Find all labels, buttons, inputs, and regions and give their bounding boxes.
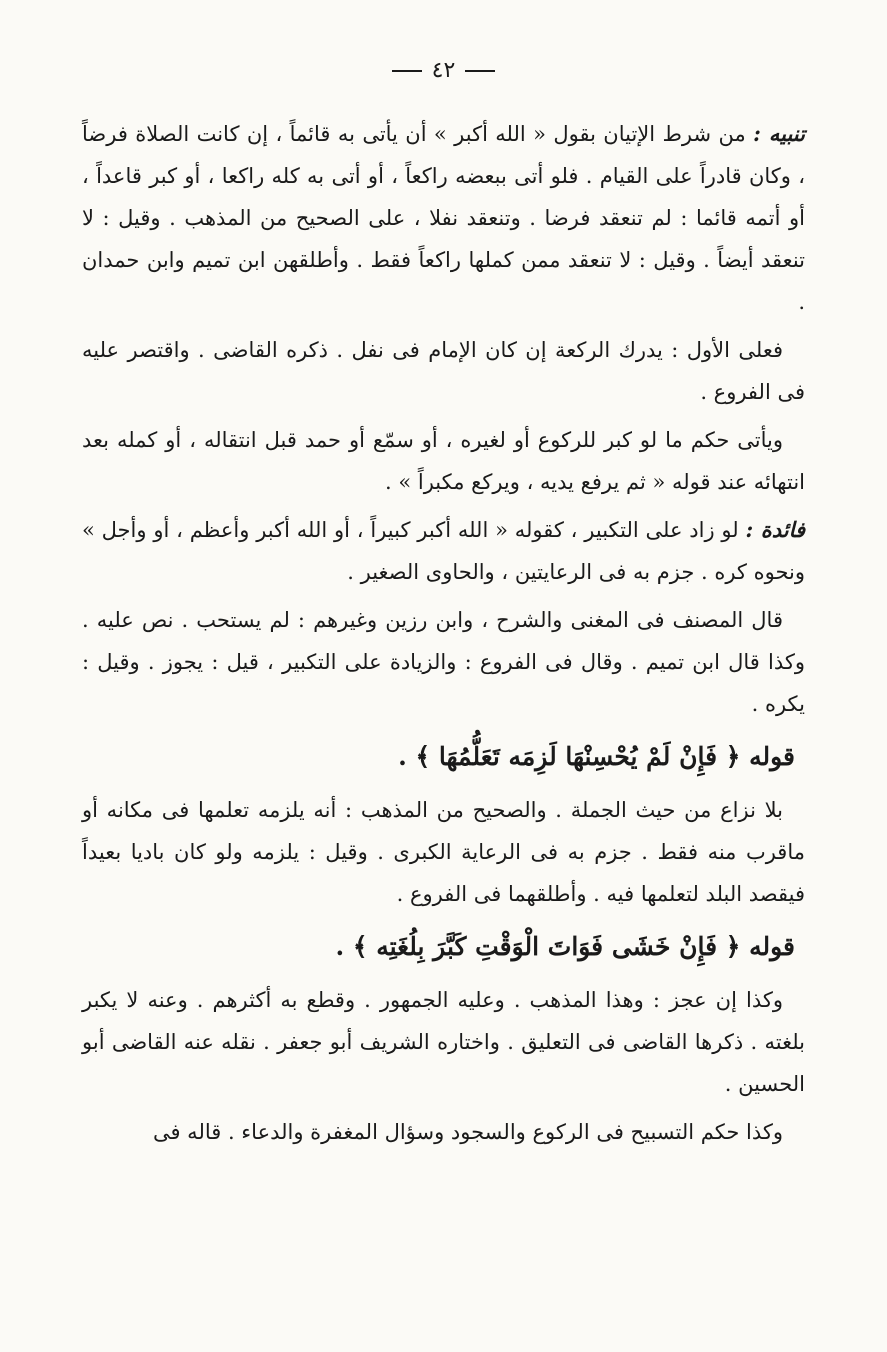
paragraph: بلا نزاع من حيث الجملة . والصحيح من المذهب : أنه يلزمه تعلمها فى مكانه أو ماقرب منه فقط . جزم به فى الرعاية الكبرى . وقيل : يلزمه ولو كان باديا بعيداً فيقصد البلد لتعلمها فيه . وأطلقهما فى الفروع . — [82, 798, 805, 906]
page-number-value: ٤٢ — [431, 58, 456, 83]
lead-word-faida: فائدة : — [745, 517, 806, 542]
paragraph: قال المصنف فى المغنى والشرح ، وابن رزين وغيرهم : لم يستحب . نص عليه . وكذا قال ابن تميم . وقال فى الفروع : والزيادة على التكبير ، قيل : يجوز . وقيل : يكره . — [82, 608, 805, 716]
lead-word-tanbih: تنبيه : — [753, 121, 805, 146]
dash-right — [392, 70, 422, 72]
paragraph-text: لو زاد على التكبير ، كقوله « الله أكبر كبيراً ، أو الله أكبر وأعظم ، أو وأجل » ونحوه كره . جزم به فى الرعايتين ، والحاوى الصغير . — [82, 518, 805, 584]
paragraph-tanbih — [82, 113, 805, 323]
quote-heading: قوله ﴿ فَإِنْ لَمْ يُحْسِنْهَا لَزِمَه تَعَلُّمُهَا ﴾ . — [398, 742, 795, 771]
paragraph-faida — [82, 509, 805, 593]
paragraph-text: من شرط الإتيان بقول « الله أكبر » أن يأتى به قائماً ، إن كانت الصلاة فرضاً ، وكان قادراً على القيام . فلو أتى ببعضه راكعاً ، أو أتى به كله راكعا ، أو كبر قاعداً ، أو أتمه قائما : لم تنعقد فرضا . وتنعقد نفلا ، على الصحيح من المذهب . وقيل : لا تنعقد أيضاً . وقيل : لا تنعقد ممن كملها راكعاً فقط . وأطلقهن ابن تميم وابن حمدان . — [82, 122, 805, 314]
paragraph: وكذا حكم التسبيح فى الركوع والسجود وسؤال المغفرة والدعاء . قاله فى — [152, 1120, 783, 1144]
paragraph: فعلى الأول : يدرك الركعة إن كان الإمام فى نفل . ذكره القاضى . واقتصر عليه فى الفروع . — [82, 338, 805, 404]
page-number — [82, 58, 805, 83]
paragraph: وكذا إن عجز : وهذا المذهب . وعليه الجمهور . وقطع به أكثرهم . وعنه لا يكبر بلغته . ذكرها القاضى فى التعليق . واختاره الشريف أبو جعفر . نقله عنه القاضى أبو الحسين . — [82, 988, 805, 1096]
dash-left — [465, 70, 495, 72]
paragraph: ويأتى حكم ما لو كبر للركوع أو لغيره ، أو سمّع أو حمد قبل انتقاله ، أو كمله بعد انتهائه عند قوله « ثم يرفع يديه ، ويركع مكبراً » . — [82, 428, 805, 494]
body-text — [82, 113, 805, 1153]
quote-heading: قوله ﴿ فَإِنْ خَشَى فَوَاتَ الْوَقْتِ كَبَّرَ بِلُغَتِه ﴾ . — [335, 932, 795, 961]
